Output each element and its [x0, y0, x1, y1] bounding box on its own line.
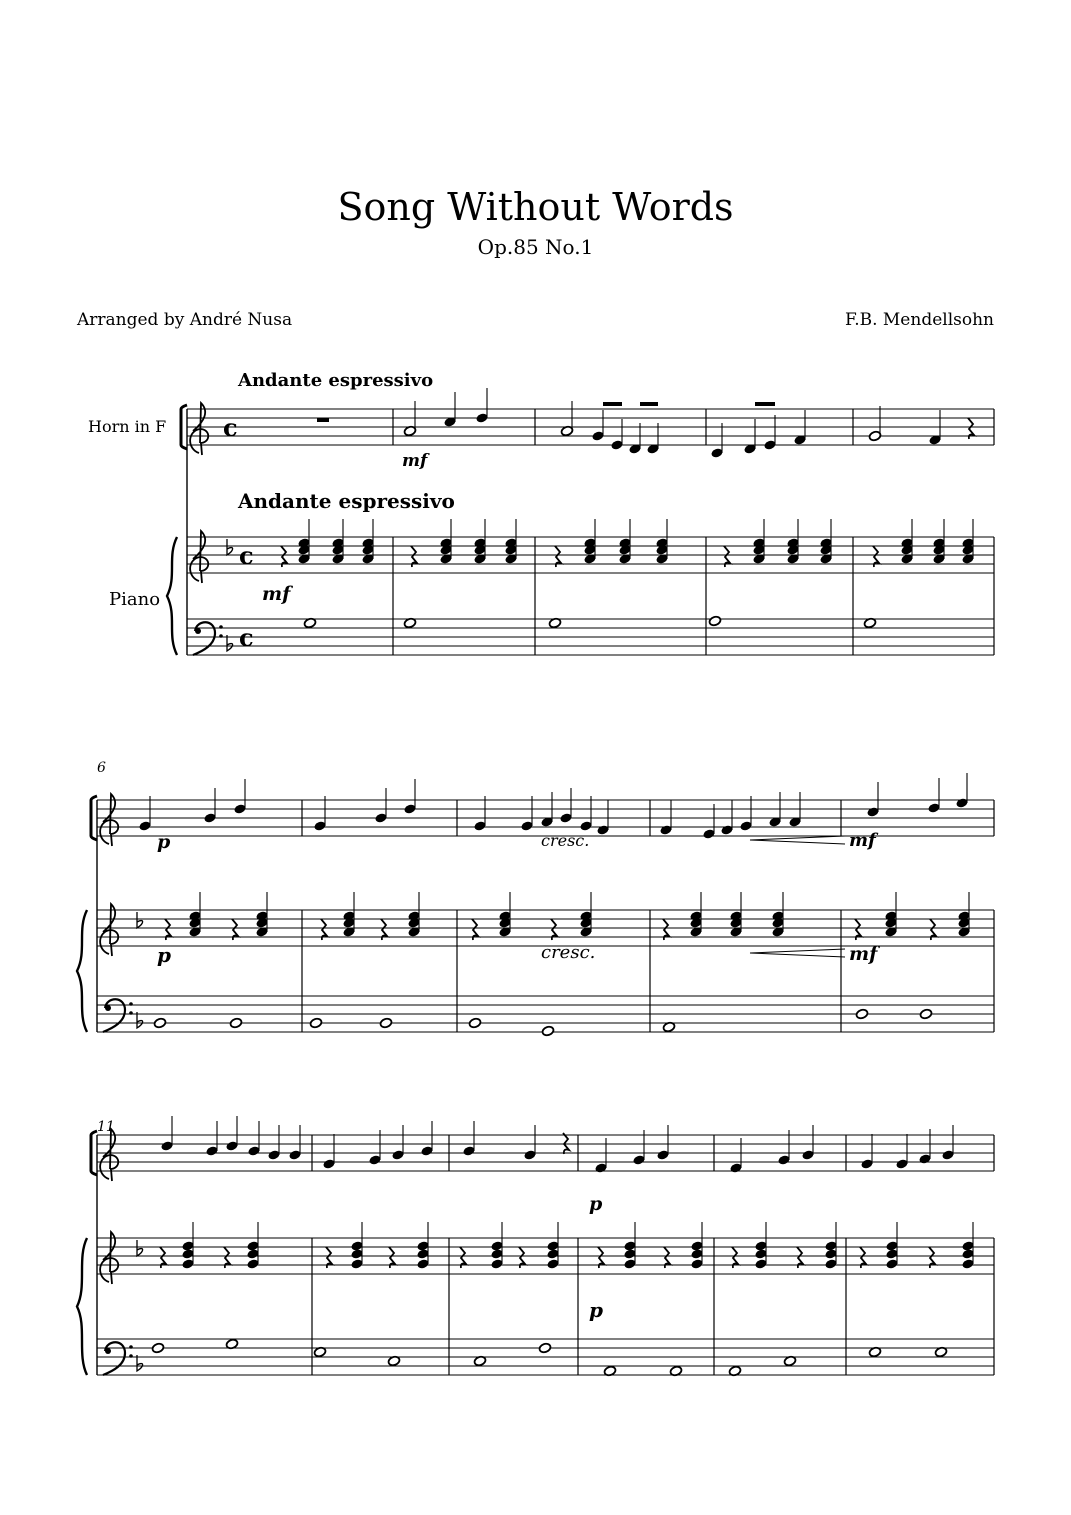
flat-icon — [227, 539, 233, 555]
chord — [655, 519, 668, 565]
note — [768, 792, 781, 828]
instrument-label-piano: Piano — [109, 589, 161, 610]
note — [225, 1116, 238, 1152]
note — [927, 778, 940, 814]
note — [928, 410, 941, 446]
piano-brace — [167, 537, 177, 655]
dynamic-p: p — [157, 831, 171, 853]
note — [267, 1125, 280, 1161]
flat-icon — [137, 912, 143, 928]
chord — [583, 519, 596, 565]
treble-clef-icon — [100, 1129, 118, 1181]
note — [153, 1017, 166, 1028]
measure-number: 6 — [97, 760, 106, 776]
note — [520, 796, 533, 832]
note — [763, 415, 776, 451]
chord — [618, 519, 631, 565]
note — [710, 423, 723, 459]
note — [628, 423, 641, 455]
chord — [957, 892, 970, 938]
treble-clef-icon — [100, 794, 118, 846]
chord — [771, 892, 784, 938]
tempo-marking: Andante espressivo — [238, 489, 455, 513]
treble-clef-icon — [190, 531, 208, 583]
instrument-label-horn: Horn in F — [88, 417, 167, 436]
system-bracket — [91, 796, 97, 840]
note — [288, 1125, 301, 1161]
chord — [350, 1222, 363, 1270]
treble-clef-icon — [100, 1232, 118, 1284]
chord — [297, 519, 310, 565]
note — [391, 1125, 404, 1161]
note — [591, 410, 604, 442]
note — [420, 1121, 433, 1157]
note — [860, 1134, 873, 1170]
dynamic-mf: mf — [849, 830, 876, 851]
note — [610, 419, 623, 451]
chord — [246, 1222, 259, 1270]
note — [729, 1138, 742, 1174]
note — [151, 1342, 164, 1353]
note — [579, 796, 592, 832]
note — [443, 392, 456, 428]
note — [160, 1116, 173, 1152]
note — [475, 388, 488, 424]
note — [309, 1017, 322, 1028]
note — [955, 773, 968, 809]
chord — [824, 1222, 837, 1270]
note — [538, 1342, 551, 1353]
note — [374, 788, 387, 824]
chord — [473, 519, 486, 565]
time-signature: c — [223, 413, 238, 442]
chord — [416, 1222, 429, 1270]
system-bracket — [91, 1131, 97, 1175]
note — [739, 796, 752, 832]
dynamic-mf: mf — [262, 583, 291, 605]
note — [203, 788, 216, 824]
whole-rest — [317, 418, 329, 422]
score-title: Song Without Words — [337, 185, 734, 229]
note — [855, 1008, 868, 1019]
chord — [342, 892, 355, 938]
note — [473, 796, 486, 832]
dynamic-cresc: cresc. — [541, 942, 596, 963]
chord — [331, 519, 344, 565]
note — [403, 401, 416, 437]
note — [801, 1125, 814, 1161]
note — [941, 1125, 954, 1161]
treble-clef-icon — [190, 403, 208, 455]
horn-staff — [97, 1135, 994, 1171]
note — [468, 1017, 481, 1028]
system-bracket — [181, 405, 187, 449]
bass-clef-icon — [103, 999, 133, 1032]
chord — [407, 892, 420, 938]
note — [594, 1138, 607, 1174]
piano-treble-staff — [97, 1238, 994, 1274]
chord — [361, 519, 374, 565]
crescendo-hairpin — [750, 949, 845, 957]
dynamic-p: p — [589, 1298, 603, 1322]
composer-credit: F.B. Mendellsohn — [845, 310, 994, 330]
note — [743, 419, 756, 455]
note — [233, 779, 246, 815]
flat-icon — [137, 1240, 143, 1256]
chord — [490, 1222, 503, 1270]
chord — [754, 1222, 767, 1270]
note — [322, 1134, 335, 1170]
note — [918, 1129, 931, 1165]
chord — [689, 892, 702, 938]
chord — [885, 1222, 898, 1270]
chord — [752, 519, 765, 565]
note — [138, 796, 151, 832]
note — [788, 792, 801, 828]
dynamic-p: p — [589, 1193, 603, 1215]
note — [247, 1121, 260, 1157]
chord — [623, 1222, 636, 1270]
note — [462, 1121, 475, 1157]
chord — [932, 519, 945, 565]
note — [560, 401, 573, 437]
piano-treble-staff — [97, 910, 994, 946]
note — [313, 796, 326, 832]
score-subtitle: Op.85 No.1 — [477, 235, 594, 259]
chord — [961, 1222, 974, 1270]
chord — [188, 892, 201, 938]
note — [793, 410, 806, 446]
piano-brace — [77, 1238, 87, 1375]
chord — [579, 892, 592, 938]
note — [403, 779, 416, 815]
dynamic-mf: mf — [402, 451, 428, 471]
note — [708, 615, 721, 626]
time-signature: c — [239, 541, 254, 570]
note — [646, 423, 659, 455]
note — [868, 406, 881, 442]
chord — [786, 519, 799, 565]
note — [205, 1121, 218, 1157]
chord — [498, 892, 511, 938]
chord — [546, 1222, 559, 1270]
note — [379, 1017, 392, 1028]
note — [541, 1025, 554, 1036]
measure-number: 11 — [97, 1119, 115, 1135]
dynamic-p: p — [157, 943, 171, 967]
bass-clef-icon — [193, 622, 223, 655]
dynamic-mf: mf — [849, 943, 878, 965]
note — [656, 1125, 669, 1161]
note — [895, 1134, 908, 1170]
tempo-marking: Andante espressivo — [238, 370, 434, 391]
chord — [504, 519, 517, 565]
arranger-credit: Arranged by André Nusa — [77, 310, 293, 330]
note — [229, 1017, 242, 1028]
chord — [900, 519, 913, 565]
chord — [255, 892, 268, 938]
note — [523, 1125, 536, 1161]
note — [559, 788, 572, 824]
piano-brace — [77, 910, 87, 1032]
chord — [690, 1222, 703, 1270]
chord — [181, 1222, 194, 1270]
bass-clef-icon — [103, 1342, 133, 1375]
chord — [819, 519, 832, 565]
dynamic-cresc: cresc. — [541, 831, 590, 850]
treble-clef-icon — [100, 904, 118, 956]
note — [540, 792, 553, 828]
chord — [729, 892, 742, 938]
crescendo-hairpin — [750, 836, 845, 844]
chord — [884, 892, 897, 938]
note — [919, 1008, 932, 1019]
time-signature: c — [239, 623, 254, 652]
chord — [961, 519, 974, 565]
chord — [439, 519, 452, 565]
